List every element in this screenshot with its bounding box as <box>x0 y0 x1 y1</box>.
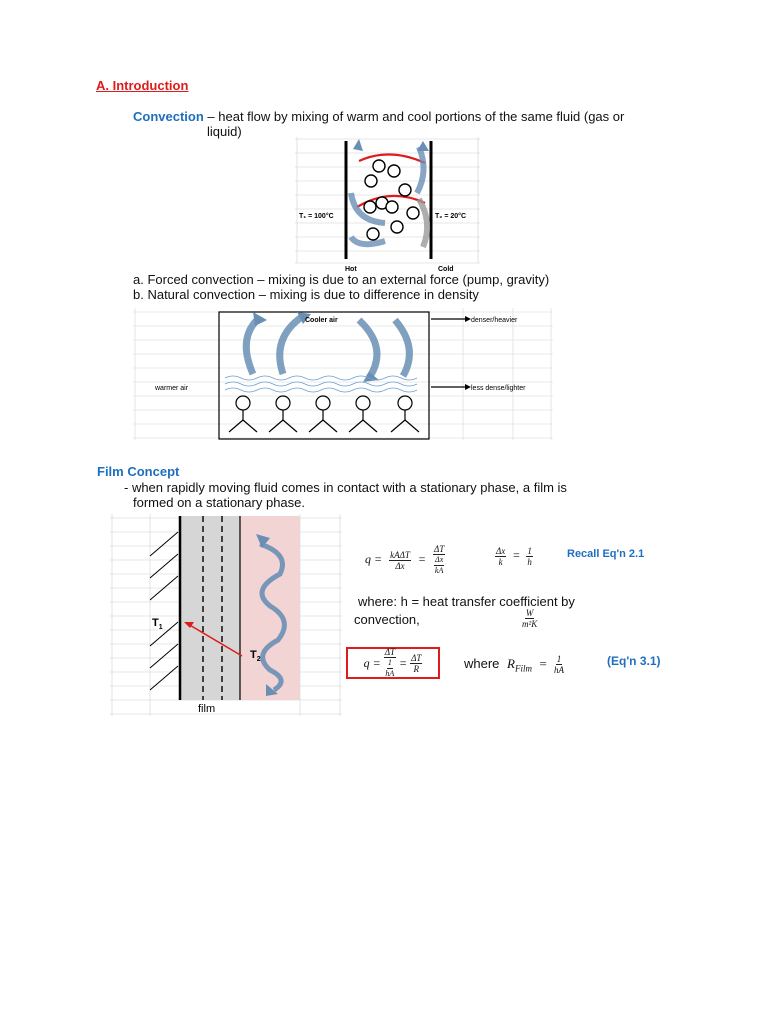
convection-definition <box>133 109 733 125</box>
section-heading-introduction: A. Introduction <box>96 78 189 93</box>
fourier-equation: q = $\frac{\text{kAΔT}}{\Delta x}$ = $\frac{\Delta T}{\frac{\Delta x}{kA}}$ <box>365 544 445 575</box>
recall-note: Recall Eq'n 2.1 <box>567 548 645 560</box>
t1-film-label: $T_1$ <box>152 617 163 631</box>
unit-fraction: $\frac{W}{\text{m²K}}$ <box>522 608 538 629</box>
section-heading-film-concept: Film Concept <box>97 464 180 479</box>
film-diagram <box>110 514 342 718</box>
convection-hot-cold-diagram <box>295 137 480 275</box>
denser-label: denser/heavier <box>471 317 518 324</box>
t2-film-label: $T_2$ <box>250 649 261 663</box>
t1-label: T₁ = 100°C <box>299 213 334 220</box>
dx-k-equation: $\frac{\Delta x}{k}$ = $\frac{1}{h}$ <box>496 546 532 567</box>
film-label: film <box>198 703 216 715</box>
less-dense-label: less dense/lighter <box>471 385 526 392</box>
convection-def-line1: – heat flow by mixing of warm and cool portions of the same fluid (gas or <box>203 109 625 124</box>
where-h-line1: where: h = heat transfer coefficient by <box>358 594 575 609</box>
film-desc-line1: - when rapidly moving fluid comes in contact with a stationary phase, a film is <box>124 480 567 495</box>
natural-convection-text: b. Natural convection – mixing is due to difference in density <box>133 287 479 302</box>
cold-label: Cold <box>438 266 454 273</box>
boxed-convection-equation: q = $\frac{\Delta T}{\frac{1}{hA}}$ = $\frac{\Delta T}{R}$ <box>346 647 440 679</box>
convection-def-line2: liquid) <box>207 124 242 139</box>
forced-convection-text: a. Forced convection – mixing is due to an external force (pump, gravity) <box>133 272 550 287</box>
warmer-air-label: warmer air <box>155 385 189 392</box>
t2-label: T₂ = 20°C <box>435 213 467 220</box>
film-desc-line2: formed on a stationary phase. <box>133 495 305 510</box>
where-r-film: where $R_{Film}$ = $\frac{1}{hA}$ <box>464 654 565 675</box>
cooler-air-label: Cooler air <box>305 317 338 324</box>
hot-label: Hot <box>345 266 357 273</box>
convection-term: Convection <box>133 109 204 124</box>
natural-convection-diagram <box>133 308 553 442</box>
eqn-3-1-label: (Eq'n 3.1) <box>607 654 661 668</box>
where-h-line2: convection, <box>354 612 420 627</box>
